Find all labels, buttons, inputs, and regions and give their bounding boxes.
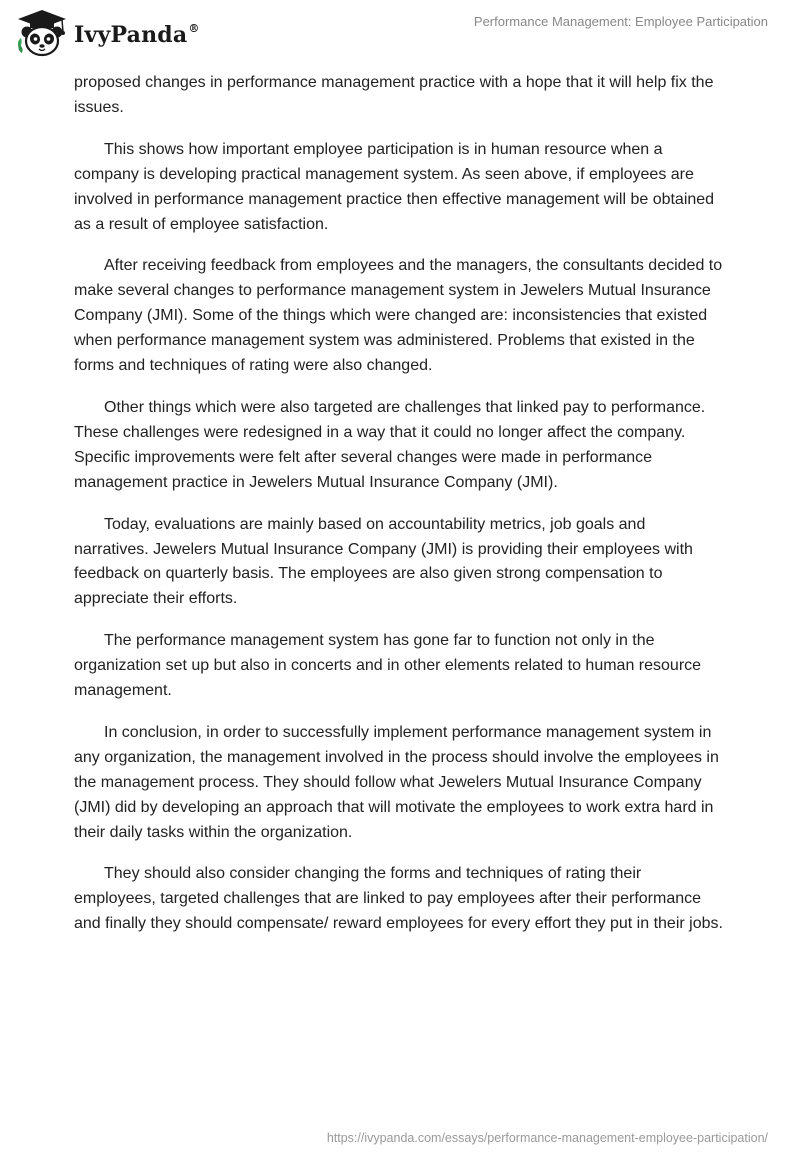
paragraph: This shows how important employee participation is in human resource when a company is developing practical management system. As seen above, if employees are involved in performance management practice then effective management will be obtained as a result of employee satisfaction.	[74, 140, 715, 233]
paragraph: The performance management system has gone far to function not only in the organization set up but also in concerts and in other elements related to human resource management.	[74, 632, 702, 700]
panda-graduate-icon	[14, 8, 70, 60]
paragraph: Today, evaluations are mainly based on accountability metrics, job goals and narratives. Jewelers Mutual Insurance Company (JMI) is providing their employees with feedback on quarterly basis. The employees are also given strong compensation to appreciate their efforts.	[74, 515, 693, 608]
logo-wordmark	[74, 22, 200, 48]
page-header	[0, 0, 800, 70]
source-url[interactable]: https://ivypanda.com/essays/performance-management-employee-participation/	[326, 1131, 768, 1145]
paragraph: In conclusion, in order to successfully implement performance management system in any organization, the management involved in the process should involve the employees in the management process. They should follow what Jewelers Mutual Insurance Company (JMI) did by developing an approach that will motivate the employees to work extra hard in their daily tasks within the organization.	[74, 723, 719, 841]
registered-mark: ®	[188, 21, 200, 35]
paragraph: After receiving feedback from employees and the managers, the consultants decided to make several changes to performance management system in Jewelers Mutual Insurance Company (JMI). Some of the things which were changed are: inconsistencies that existed when performance management system was administered. Problems that existed in the forms and techniques of rating were also changed.	[74, 257, 723, 375]
document-title: Performance Management: Employee Participation	[473, 14, 768, 29]
ivypanda-logo[interactable]	[14, 8, 200, 60]
paragraph: Other things which were also targeted are challenges that linked pay to performance. These challenges were redesigned in a way that it could no longer affect the company. Specific improvements were felt after several changes were made in performance management practice in Jewelers Mutual Insurance Company (JMI).	[74, 398, 706, 491]
essay-body	[74, 71, 724, 954]
logo-text: IvyPanda	[74, 22, 188, 48]
paragraph-continued: proposed changes in performance management practice with a hope that it will help fix the issues.	[74, 74, 714, 116]
paragraph: They should also consider changing the forms and techniques of rating their employees, targeted challenges that are linked to pay employees after their performance and finally they should compensate/ reward employees for every effort they put in their jobs.	[74, 865, 723, 933]
